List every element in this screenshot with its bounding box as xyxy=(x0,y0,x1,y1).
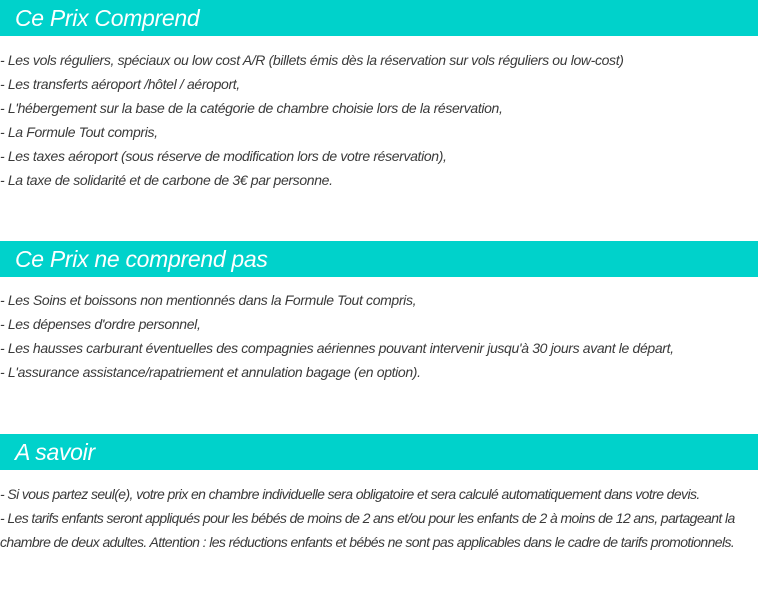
list-item: - Si vous partez seul(e), votre prix en chambre individuelle sera obligatoire et sera calculé automatiquement dans votre devis. xyxy=(0,486,700,502)
excludes-list xyxy=(0,288,758,384)
includes-list xyxy=(0,48,758,192)
section-heading: Ce Prix Comprend xyxy=(0,0,758,36)
section-price-includes xyxy=(0,0,758,192)
notes-list xyxy=(0,482,758,554)
list-item: - Les tarifs enfants seront appliqués pour les bébés de moins de 2 ans et/ou pour les enfants de 2 à moins de 12 ans, partageant la chambre de deux adultes. Attention : les réductions enfants et bébés ne sont pas applicables dans le cadre de tarifs promotionnels. xyxy=(0,510,735,550)
list-item: - La taxe de solidarité et de carbone de 3€ par personne. xyxy=(0,172,333,188)
list-item: - La Formule Tout compris, xyxy=(0,124,158,140)
list-item: - Les hausses carburant éventuelles des compagnies aériennes pouvant intervenir jusqu'à 30 jours avant le départ, xyxy=(0,340,674,356)
list-item: - Les dépenses d'ordre personnel, xyxy=(0,316,201,332)
section-heading: Ce Prix ne comprend pas xyxy=(0,241,758,277)
section-heading: A savoir xyxy=(0,434,758,470)
list-item: - Les transferts aéroport /hôtel / aéroport, xyxy=(0,76,240,92)
section-price-excludes xyxy=(0,241,758,384)
list-item: - L'assurance assistance/rapatriement et annulation bagage (en option). xyxy=(0,364,421,380)
list-item: - L'hébergement sur la base de la catégorie de chambre choisie lors de la réservation, xyxy=(0,100,503,116)
section-good-to-know xyxy=(0,434,758,554)
list-item: - Les vols réguliers, spéciaux ou low cost A/R (billets émis dès la réservation sur vols réguliers ou low-cost) xyxy=(0,52,624,68)
list-item: - Les Soins et boissons non mentionnés dans la Formule Tout compris, xyxy=(0,292,417,308)
list-item: - Les taxes aéroport (sous réserve de modification lors de votre réservation), xyxy=(0,148,447,164)
